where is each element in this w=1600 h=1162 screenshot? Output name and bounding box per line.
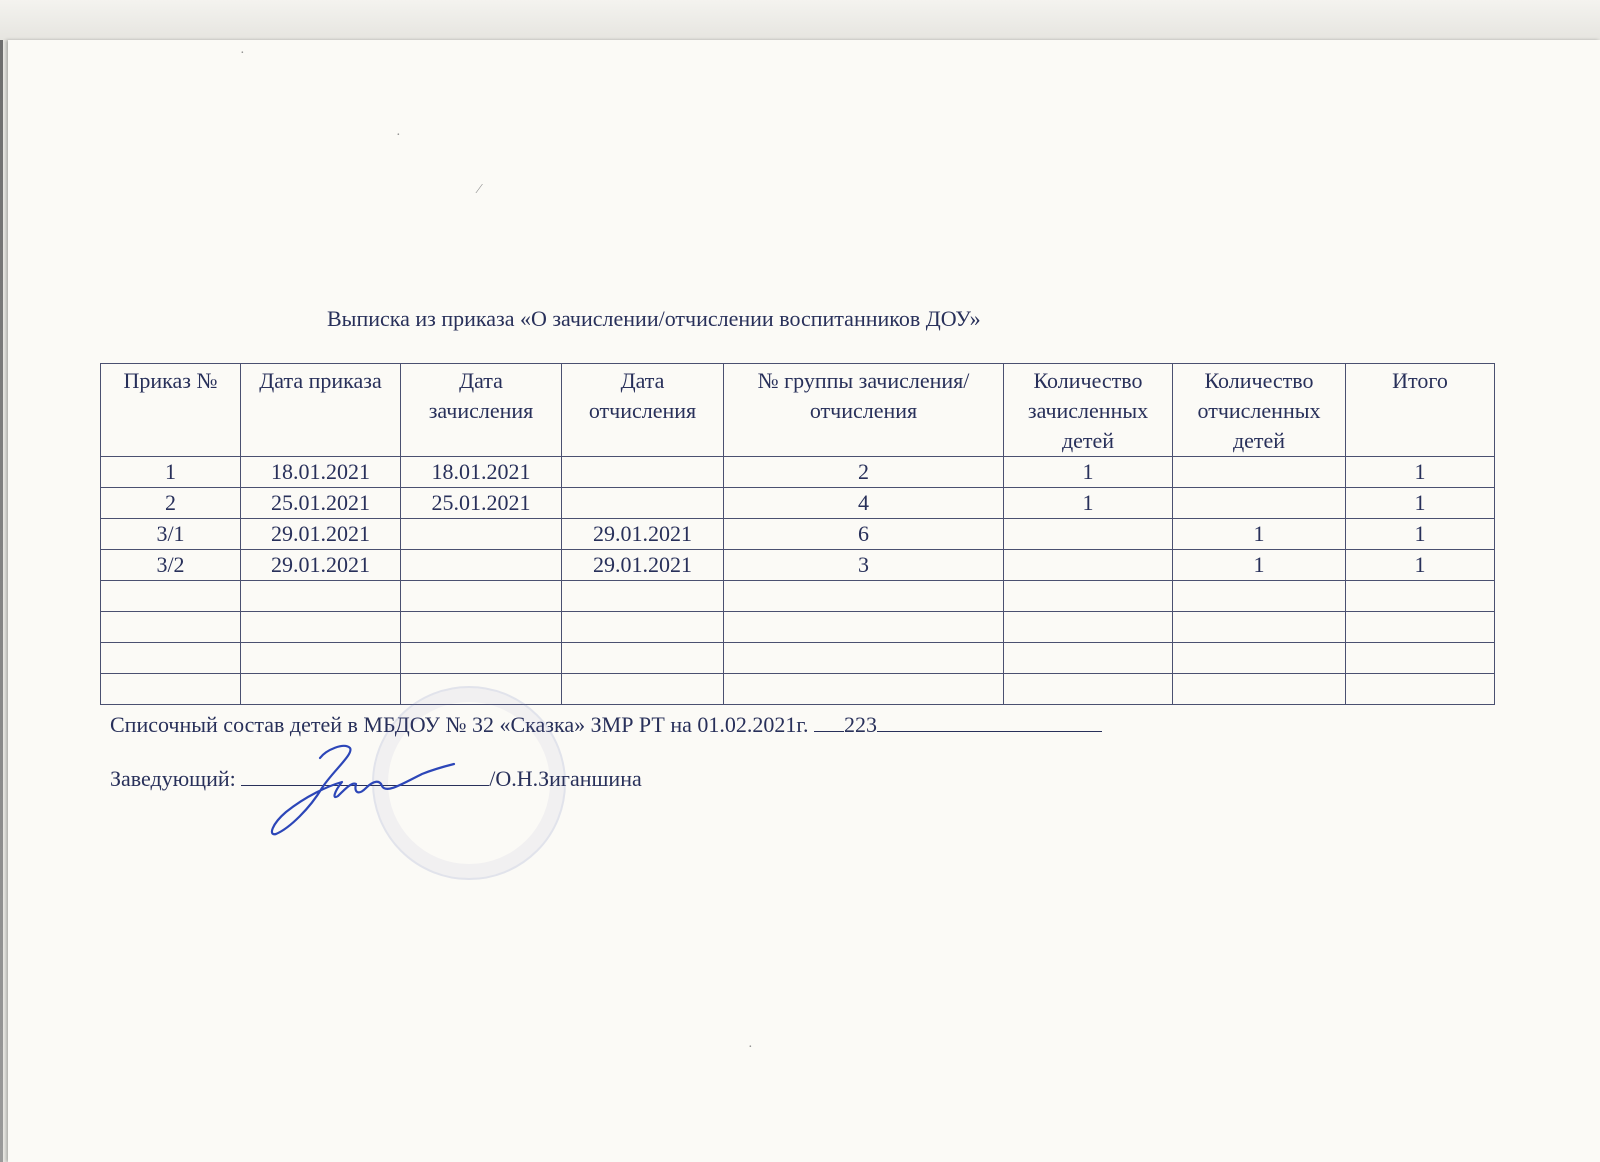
cell-enrolled-count: 1 bbox=[1004, 488, 1173, 519]
cell-empty bbox=[562, 643, 724, 674]
cell-expulsion-date: 29.01.2021 bbox=[562, 550, 724, 581]
cell-expulsion-date bbox=[562, 457, 724, 488]
cell-empty bbox=[562, 581, 724, 612]
cell-empty bbox=[1004, 612, 1173, 643]
head-name: /О.Н.Зиганшина bbox=[489, 766, 642, 791]
cell-expelled-count: 1 bbox=[1173, 550, 1346, 581]
cell-group-number: 3 bbox=[724, 550, 1004, 581]
cell-order-date: 18.01.2021 bbox=[241, 457, 401, 488]
handwritten-signature bbox=[262, 738, 462, 838]
cell-empty bbox=[1173, 581, 1346, 612]
cell-empty bbox=[1173, 643, 1346, 674]
cell-empty bbox=[101, 674, 241, 705]
cell-group-number: 4 bbox=[724, 488, 1004, 519]
header-order-number: Приказ № bbox=[101, 364, 241, 457]
cell-enrolled-count bbox=[1004, 550, 1173, 581]
table-row-empty bbox=[101, 581, 1495, 612]
cell-order-date: 29.01.2021 bbox=[241, 519, 401, 550]
roster-line bbox=[110, 712, 1102, 738]
cell-empty bbox=[562, 612, 724, 643]
cell-empty bbox=[101, 612, 241, 643]
cell-group-number: 6 bbox=[724, 519, 1004, 550]
table-row-empty bbox=[101, 612, 1495, 643]
table-row bbox=[101, 488, 1495, 519]
cell-order-number: 3/1 bbox=[101, 519, 241, 550]
cell-empty bbox=[724, 674, 1004, 705]
cell-expelled-count: 1 bbox=[1173, 519, 1346, 550]
cell-order-number: 3/2 bbox=[101, 550, 241, 581]
header-order-date: Дата приказа bbox=[241, 364, 401, 457]
scan-speck: · bbox=[396, 128, 401, 143]
header-total: Итого bbox=[1346, 364, 1495, 457]
cell-enrolled-count: 1 bbox=[1004, 457, 1173, 488]
cell-expulsion-date bbox=[562, 488, 724, 519]
table-row bbox=[101, 550, 1495, 581]
cell-empty bbox=[724, 612, 1004, 643]
cell-expulsion-date: 29.01.2021 bbox=[562, 519, 724, 550]
cell-empty bbox=[1346, 612, 1495, 643]
cell-order-number: 2 bbox=[101, 488, 241, 519]
roster-blank-after bbox=[877, 731, 1102, 732]
scan-edge bbox=[0, 40, 3, 1162]
cell-total: 1 bbox=[1346, 488, 1495, 519]
header-enrolled-count: Количество зачисленных детей bbox=[1004, 364, 1173, 457]
scan-top-strip bbox=[0, 0, 1600, 40]
cell-empty bbox=[1004, 674, 1173, 705]
table-row bbox=[101, 457, 1495, 488]
header-group-number: № группы зачисления/отчисления bbox=[724, 364, 1004, 457]
cell-empty bbox=[101, 581, 241, 612]
cell-empty bbox=[241, 674, 401, 705]
header-expulsion-date: Дата отчисления bbox=[562, 364, 724, 457]
cell-empty bbox=[1004, 581, 1173, 612]
cell-order-number: 1 bbox=[101, 457, 241, 488]
cell-empty bbox=[1173, 612, 1346, 643]
cell-total: 1 bbox=[1346, 519, 1495, 550]
scan-speck: · bbox=[748, 1040, 753, 1055]
orders-table bbox=[100, 363, 1495, 705]
cell-enrollment-date bbox=[401, 519, 562, 550]
roster-text: Списочный состав детей в МБДОУ № 32 «Сказка» ЗМР РТ на 01.02.2021г. bbox=[110, 712, 809, 737]
cell-group-number: 2 bbox=[724, 457, 1004, 488]
scan-speck: ⁄ bbox=[478, 182, 481, 197]
cell-empty bbox=[1173, 674, 1346, 705]
cell-enrollment-date: 25.01.2021 bbox=[401, 488, 562, 519]
table-header-row bbox=[101, 364, 1495, 457]
cell-empty bbox=[1346, 643, 1495, 674]
header-enrollment-date: Дата зачисления bbox=[401, 364, 562, 457]
roster-count: 223 bbox=[843, 712, 877, 737]
cell-empty bbox=[724, 581, 1004, 612]
cell-empty bbox=[241, 612, 401, 643]
cell-expelled-count bbox=[1173, 488, 1346, 519]
cell-enrollment-date bbox=[401, 550, 562, 581]
cell-empty bbox=[1004, 643, 1173, 674]
document-title: Выписка из приказа «О зачислении/отчислении воспитанников ДОУ» bbox=[327, 306, 981, 331]
cell-order-date: 29.01.2021 bbox=[241, 550, 401, 581]
cell-empty bbox=[401, 643, 562, 674]
cell-empty bbox=[101, 643, 241, 674]
cell-empty bbox=[1346, 674, 1495, 705]
cell-enrolled-count bbox=[1004, 519, 1173, 550]
cell-empty bbox=[1346, 581, 1495, 612]
cell-order-date: 25.01.2021 bbox=[241, 488, 401, 519]
cell-total: 1 bbox=[1346, 457, 1495, 488]
cell-empty bbox=[241, 643, 401, 674]
cell-empty bbox=[401, 612, 562, 643]
table-row-empty bbox=[101, 674, 1495, 705]
cell-empty bbox=[724, 643, 1004, 674]
cell-empty bbox=[401, 581, 562, 612]
cell-total: 1 bbox=[1346, 550, 1495, 581]
cell-empty bbox=[562, 674, 724, 705]
table-row bbox=[101, 519, 1495, 550]
cell-enrollment-date: 18.01.2021 bbox=[401, 457, 562, 488]
table-row-empty bbox=[101, 643, 1495, 674]
header-expelled-count: Количество отчисленных детей bbox=[1173, 364, 1346, 457]
roster-blank-before bbox=[814, 731, 844, 732]
scan-speck: · bbox=[240, 46, 245, 61]
cell-empty bbox=[241, 581, 401, 612]
cell-expelled-count bbox=[1173, 457, 1346, 488]
head-position: Заведующий: bbox=[110, 766, 236, 791]
